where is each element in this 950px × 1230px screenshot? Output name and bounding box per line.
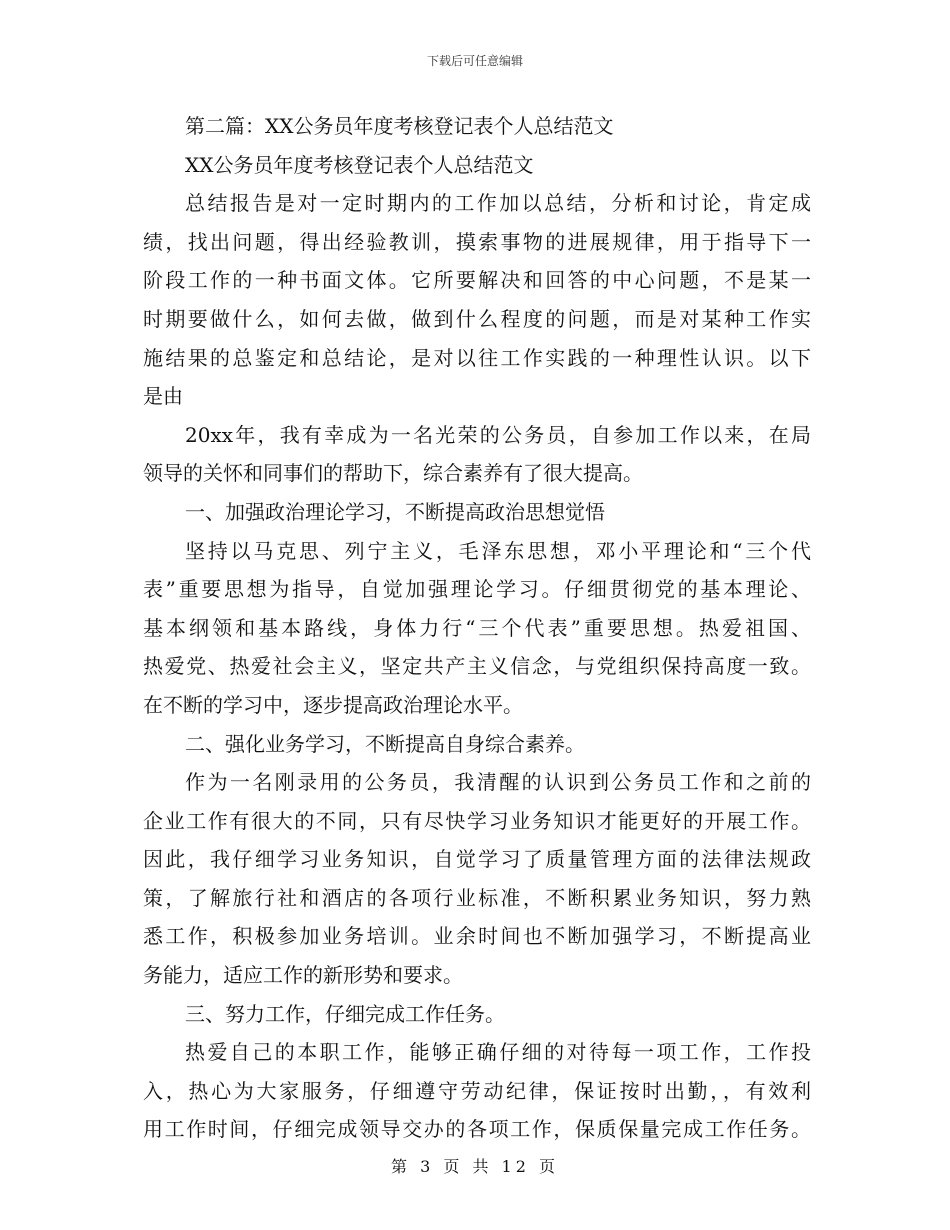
text-line: 策，了解旅行社和酒店的各项行业标准，不断积累业务知识，努力熟: [143, 885, 811, 910]
text-line: 绩，找出问题，得出经验教训，摸索事物的进展规律，用于指导下一: [143, 229, 811, 254]
text-line: 作为一名刚录用的公务员，我清醒的认识到公务员工作和之前的: [185, 770, 811, 795]
text-line: 企业工作有很大的不同，只有尽快学习业务知识才能更好的开展工作。: [143, 808, 811, 833]
text-line: 基本纲领和基本路线，身体力行“三个代表”重要思想。热爱祖国、: [143, 615, 811, 640]
text-line: 是由: [143, 384, 183, 409]
page-number: 第 3 页 共 12 页: [391, 1157, 559, 1176]
text-line: 务能力，适应工作的新形势和要求。: [143, 963, 463, 988]
text-line: 二、强化业务学习，不断提高自身综合素养。: [185, 731, 585, 756]
text-line: 热爱党、热爱社会主义，坚定共产主义信念，与党组织保持高度一致。: [143, 654, 811, 679]
text-line: 因此，我仔细学习业务知识，自觉学习了质量管理方面的法律法规政: [143, 847, 811, 872]
text-line: 第二篇：XX公务员年度考核登记表个人总结范文: [185, 114, 614, 138]
text-line: 总结报告是对一定时期内的工作加以总结，分析和讨论，肯定成: [185, 191, 811, 216]
document-body: [143, 107, 811, 1149]
text-line: 时期要做什么，如何去做，做到什么程度的问题，而是对某种工作实: [143, 306, 811, 331]
text-line: 施结果的总鉴定和总结论，是对以往工作实践的一种理性认识。以下: [143, 345, 811, 370]
text-line: 领导的关怀和同事们的帮助下，综合素养有了很大提高。: [143, 461, 643, 486]
text-line: 悉工作，积极参加业务培训。业余时间也不断加强学习，不断提高业: [143, 924, 811, 949]
text-line: 入，热心为大家服务，仔细遵守劳动纪律，保证按时出勤，，有效利: [143, 1078, 811, 1103]
header-note: 下载后可任意编辑: [426, 54, 523, 68]
text-line: 三、努力工作，仔细完成工作任务。: [185, 1001, 505, 1026]
text-line: 坚持以马克思、列宁主义，毛泽东思想，邓小平理论和“三个代: [185, 538, 811, 563]
text-line: 用工作时间，仔细完成领导交办的各项工作，保质保量完成工作任务。: [143, 1117, 811, 1142]
text-line: 阶段工作的一种书面文体。它所要解决和回答的中心问题，不是某一: [143, 268, 811, 293]
text-line: XX公务员年度考核登记表个人总结范文: [185, 152, 534, 177]
text-line: 一、加强政治理论学习，不断提高政治思想觉悟: [185, 499, 605, 524]
text-line: 20xx年，我有幸成为一名光荣的公务员，自参加工作以来，在局: [185, 422, 811, 447]
text-line: 热爱自己的本职工作，能够正确仔细的对待每一项工作，工作投: [185, 1040, 811, 1065]
text-line: 在不断的学习中，逐步提高政治理论水平。: [143, 692, 523, 717]
text-line: 表”重要思想为指导，自觉加强理论学习。仔细贯彻党的基本理论、: [143, 577, 811, 602]
